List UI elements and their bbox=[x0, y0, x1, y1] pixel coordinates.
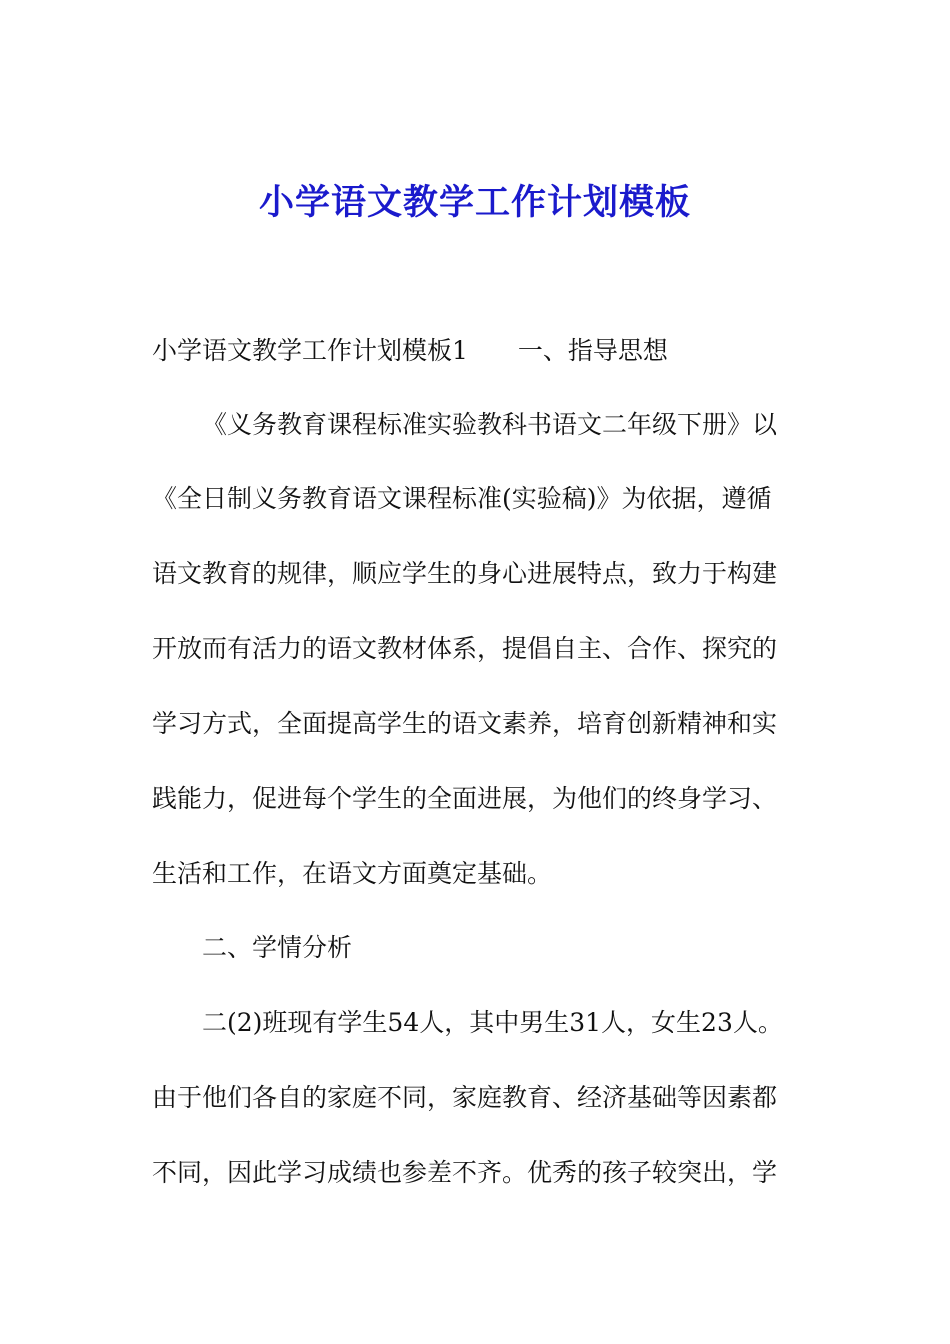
plan-subtitle: 小学语文教学工作计划模板1 bbox=[152, 336, 468, 365]
heading-line bbox=[152, 333, 668, 369]
paragraph-line: 开放而有活力的语文教材体系，提倡自主、合作、探究的 bbox=[152, 634, 778, 663]
paragraph-line: 学习方式，全面提高学生的语文素养，培育创新精神和实 bbox=[152, 709, 778, 738]
section-heading-guiding-thought: 一、指导思想 bbox=[517, 336, 668, 365]
paragraph-line: 二(2)班现有学生54人，其中男生31人，女生23人。 bbox=[202, 1008, 783, 1037]
paragraph-line: 践能力，促进每个学生的全面进展，为他们的终身学习、 bbox=[152, 784, 778, 813]
paragraph-line: 由于他们各自的家庭不同，家庭教育、经济基础等因素都 bbox=[152, 1083, 778, 1112]
paragraph-line: 不同，因此学习成绩也参差不齐。优秀的孩子较突出，学 bbox=[152, 1158, 778, 1187]
paragraph-line: 《义务教育课程标准实验教科书语文二年级下册》以 bbox=[202, 410, 778, 439]
paragraph-line: 《全日制义务教育语文课程标准(实验稿)》为依据，遵循 bbox=[152, 484, 772, 513]
paragraph-line: 语文教育的规律，顺应学生的身心进展特点，致力于构建 bbox=[152, 559, 778, 588]
document-title: 小学语文教学工作计划模板 bbox=[258, 182, 691, 223]
section-heading-student-analysis: 二、学情分析 bbox=[202, 933, 353, 962]
paragraph-line: 生活和工作，在语文方面奠定基础。 bbox=[152, 859, 553, 888]
